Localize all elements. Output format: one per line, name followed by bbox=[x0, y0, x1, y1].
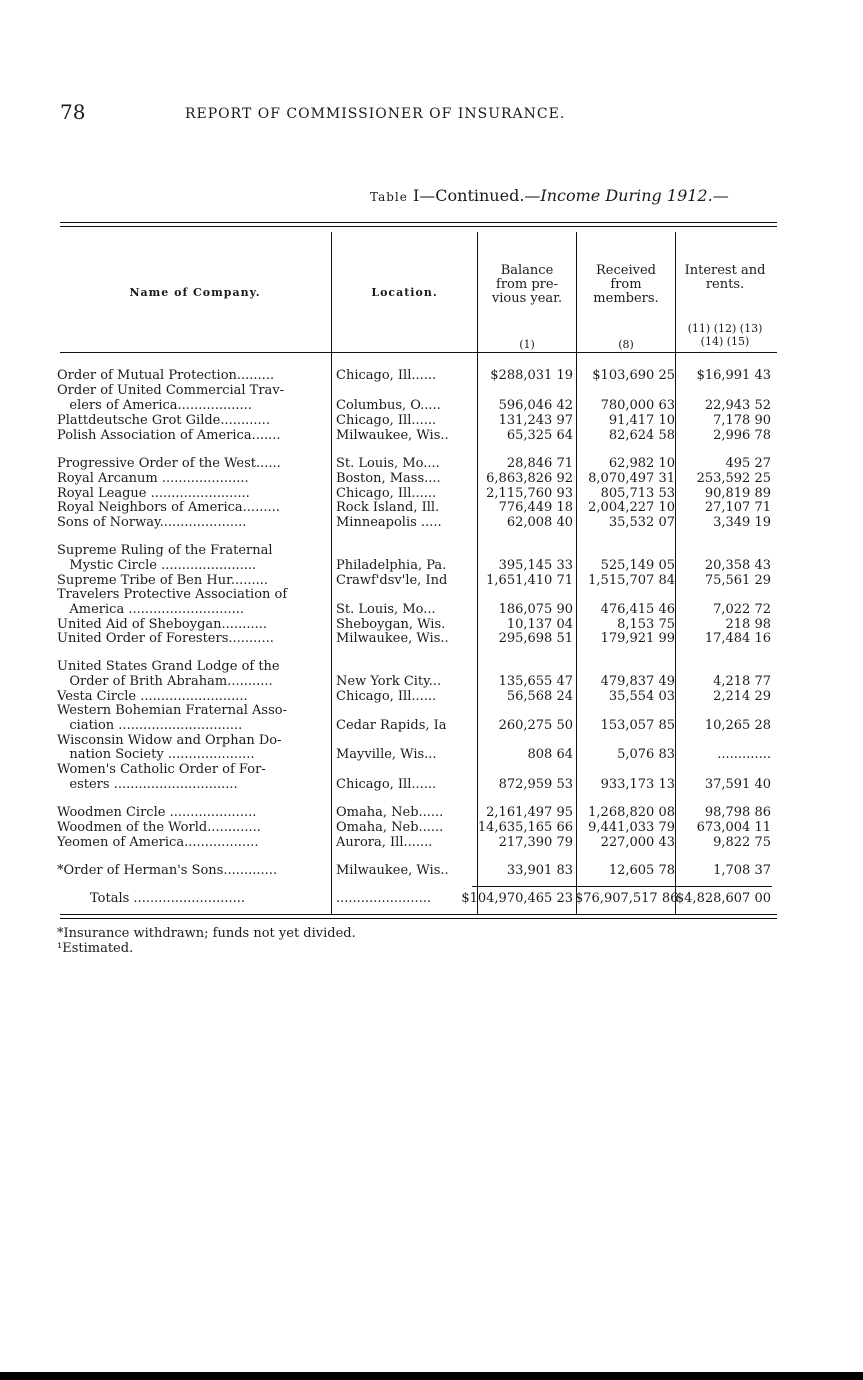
company-name-cell: Women's Catholic Order of For- bbox=[57, 763, 266, 777]
header-interest-numbers bbox=[676, 322, 774, 348]
table-row bbox=[0, 660, 863, 674]
balance-cell: 808 64 bbox=[527, 747, 573, 762]
bottom-rule-2 bbox=[60, 918, 777, 919]
header-balance-line1: Balance bbox=[500, 263, 554, 278]
received-cell: 5,076 83 bbox=[617, 747, 675, 762]
company-name-cell: United Order of Foresters........... bbox=[57, 632, 274, 646]
table-row bbox=[0, 487, 863, 501]
header-interest bbox=[676, 264, 774, 292]
totals-top-rule bbox=[472, 886, 772, 887]
received-cell: 1,515,707 84 bbox=[588, 573, 675, 588]
page-number: 78 bbox=[60, 100, 86, 124]
header-interest-line1: Interest and bbox=[684, 263, 766, 278]
company-name-cell: Royal League ........................ bbox=[57, 487, 250, 501]
company-name-cell: nation Society ..................... bbox=[57, 748, 255, 762]
table-title-italic: Income During 1912.— bbox=[540, 186, 729, 205]
table-row bbox=[0, 501, 863, 515]
table-row bbox=[0, 429, 863, 443]
balance-cell: 62,008 40 bbox=[506, 515, 573, 530]
header-location: Location. bbox=[371, 286, 438, 299]
interest-cell: 37,591 40 bbox=[704, 777, 771, 792]
location-cell: Milwaukee, Wis.. bbox=[336, 632, 449, 646]
received-cell: 476,415 46 bbox=[600, 602, 675, 617]
balance-cell: 10,137 04 bbox=[506, 617, 573, 632]
balance-cell: 33,901 83 bbox=[506, 863, 573, 878]
location-cell: Philadelphia, Pa. bbox=[336, 559, 447, 573]
company-name-cell: Order of United Commercial Trav- bbox=[57, 384, 285, 398]
location-cell: Sheboygan, Wis. bbox=[336, 618, 446, 632]
balance-cell: 295,698 51 bbox=[498, 631, 573, 646]
balance-cell: 2,115,760 93 bbox=[486, 486, 573, 501]
totals-interest: $4,828,607 00 bbox=[675, 891, 771, 906]
interest-cell: 75,561 29 bbox=[704, 573, 771, 588]
header-interest-number-line1: (11) (12) (13) bbox=[687, 322, 763, 335]
received-cell: 933,173 13 bbox=[600, 777, 675, 792]
balance-cell: 776,449 18 bbox=[498, 500, 573, 515]
table-row bbox=[0, 806, 863, 820]
table-row bbox=[0, 384, 863, 398]
received-cell: 8,070,497 31 bbox=[588, 471, 675, 486]
company-name-cell: Western Bohemian Fraternal Asso- bbox=[57, 704, 287, 718]
company-name-cell: Woodmen Circle ..................... bbox=[57, 806, 257, 820]
company-name-cell: Royal Arcanum ..................... bbox=[57, 472, 249, 486]
interest-cell: 22,943 52 bbox=[704, 398, 771, 413]
received-cell: 91,417 10 bbox=[608, 413, 675, 428]
header-received-line1: Received bbox=[596, 263, 656, 278]
totals-label: Totals ........................... bbox=[90, 892, 245, 906]
header-balance-line3: vious year. bbox=[491, 291, 563, 306]
balance-cell: 1,651,410 71 bbox=[486, 573, 573, 588]
balance-cell: 186,075 90 bbox=[498, 602, 573, 617]
company-name-cell: Yeomen of America.................. bbox=[57, 836, 259, 850]
received-cell: 12,605 78 bbox=[608, 863, 675, 878]
table-row bbox=[0, 836, 863, 850]
interest-cell: ............. bbox=[717, 747, 771, 762]
table-row bbox=[0, 603, 863, 617]
totals-balance: $104,970,465 23 bbox=[461, 891, 573, 906]
interest-cell: $16,991 43 bbox=[696, 368, 771, 383]
interest-cell: 3,349 19 bbox=[713, 515, 771, 530]
received-cell: 479,837 49 bbox=[600, 674, 675, 689]
scan-bottom-edge bbox=[0, 1372, 863, 1380]
header-balance-number: (1) bbox=[519, 338, 535, 351]
balance-cell: 28,846 71 bbox=[506, 456, 573, 471]
table-row bbox=[0, 544, 863, 558]
table-title-prefix: Table bbox=[370, 190, 408, 204]
balance-cell: 131,243 97 bbox=[498, 413, 573, 428]
location-cell: Chicago, Ill...... bbox=[336, 487, 437, 501]
interest-cell: 9,822 75 bbox=[713, 835, 771, 850]
received-cell: 227,000 43 bbox=[600, 835, 675, 850]
header-interest-number-line2: (14) (15) bbox=[700, 335, 750, 348]
balance-cell: 56,568 24 bbox=[506, 689, 573, 704]
location-cell: Omaha, Neb...... bbox=[336, 821, 444, 835]
bottom-rule-1 bbox=[60, 914, 777, 915]
company-name-cell: esters .............................. bbox=[57, 778, 238, 792]
header-interest-line2: rents. bbox=[705, 277, 745, 292]
header-received-line2: from bbox=[610, 277, 642, 292]
received-cell: 805,713 53 bbox=[600, 486, 675, 501]
table-row bbox=[0, 574, 863, 588]
balance-cell: 65,325 64 bbox=[506, 428, 573, 443]
location-cell: Mayville, Wis... bbox=[336, 748, 437, 762]
table-row bbox=[0, 675, 863, 689]
balance-cell: 135,655 47 bbox=[498, 674, 573, 689]
company-name-cell: Plattdeutsche Grot Gilde............ bbox=[57, 414, 270, 428]
company-name-cell: Supreme Tribe of Ben Hur......... bbox=[57, 574, 269, 588]
table-title bbox=[370, 186, 729, 205]
received-cell: 2,004,227 10 bbox=[588, 500, 675, 515]
balance-cell: 14,635,165 66 bbox=[477, 820, 573, 835]
location-cell: Aurora, Ill....... bbox=[336, 836, 433, 850]
location-cell: Chicago, Ill...... bbox=[336, 778, 437, 792]
location-cell: Chicago, Ill...... bbox=[336, 369, 437, 383]
company-name-cell: *Order of Herman's Sons............. bbox=[57, 864, 278, 878]
received-cell: 525,149 05 bbox=[600, 558, 675, 573]
interest-cell: 673,004 11 bbox=[696, 820, 771, 835]
received-cell: 35,554 03 bbox=[608, 689, 675, 704]
table-row bbox=[0, 457, 863, 471]
table-row bbox=[0, 632, 863, 646]
company-name-cell: Vesta Circle .......................... bbox=[57, 690, 248, 704]
company-name-cell: Royal Neighbors of America......... bbox=[57, 501, 280, 515]
balance-cell: 596,046 42 bbox=[498, 398, 573, 413]
interest-cell: 4,218 77 bbox=[713, 674, 771, 689]
location-cell: Minneapolis ..... bbox=[336, 516, 442, 530]
header-received bbox=[577, 264, 675, 306]
table-row bbox=[0, 588, 863, 602]
interest-cell: 253,592 25 bbox=[696, 471, 771, 486]
running-head: REPORT OF COMMISSIONER OF INSURANCE. bbox=[185, 106, 566, 122]
interest-cell: 7,178 90 bbox=[713, 413, 771, 428]
location-cell: Columbus, O..... bbox=[336, 399, 441, 413]
header-received-line3: members. bbox=[593, 291, 659, 306]
location-cell: Omaha, Neb...... bbox=[336, 806, 444, 820]
company-name-cell: Order of Brith Abraham........... bbox=[57, 675, 273, 689]
totals-row bbox=[0, 892, 863, 906]
totals-location: ....................... bbox=[336, 892, 432, 906]
balance-cell: 260,275 50 bbox=[498, 718, 573, 733]
top-rule-2 bbox=[60, 226, 777, 227]
interest-cell: 2,214 29 bbox=[713, 689, 771, 704]
company-name-cell: America ............................ bbox=[57, 603, 245, 617]
header-balance-line2: from pre- bbox=[496, 277, 558, 292]
location-cell: Boston, Mass.... bbox=[336, 472, 441, 486]
interest-cell: 218 98 bbox=[725, 617, 771, 632]
received-cell: 62,982 10 bbox=[608, 456, 675, 471]
table-row bbox=[0, 399, 863, 413]
company-name-cell: Supreme Ruling of the Fraternal bbox=[57, 544, 273, 558]
location-cell: Milwaukee, Wis.. bbox=[336, 864, 449, 878]
table-row bbox=[0, 472, 863, 486]
table-row bbox=[0, 414, 863, 428]
received-cell: 179,921 99 bbox=[600, 631, 675, 646]
interest-cell: 1,708 37 bbox=[713, 863, 771, 878]
interest-cell: 7,022 72 bbox=[713, 602, 771, 617]
location-cell: New York City... bbox=[336, 675, 442, 689]
footnote-2: ¹Estimated. bbox=[57, 941, 134, 956]
balance-cell: 217,390 79 bbox=[498, 835, 573, 850]
company-name-cell: elers of America.................. bbox=[57, 399, 252, 413]
top-rule-1 bbox=[60, 222, 777, 223]
location-cell: Cedar Rapids, Ia bbox=[336, 719, 447, 733]
totals-received: $76,907,517 86 bbox=[575, 891, 679, 906]
location-cell: Milwaukee, Wis.. bbox=[336, 429, 449, 443]
table-row bbox=[0, 763, 863, 777]
table-row bbox=[0, 369, 863, 383]
table-row bbox=[0, 734, 863, 748]
interest-cell: 17,484 16 bbox=[704, 631, 771, 646]
company-name-cell: Mystic Circle ....................... bbox=[57, 559, 257, 573]
table-row bbox=[0, 864, 863, 878]
interest-cell: 90,819 89 bbox=[704, 486, 771, 501]
balance-cell: 872,959 53 bbox=[498, 777, 573, 792]
company-name-cell: Travelers Protective Association of bbox=[57, 588, 288, 602]
interest-cell: 495 27 bbox=[725, 456, 771, 471]
table-row bbox=[0, 516, 863, 530]
header-bottom-rule bbox=[60, 352, 777, 353]
interest-cell: 27,107 71 bbox=[704, 500, 771, 515]
table-row bbox=[0, 690, 863, 704]
company-name-cell: United States Grand Lodge of the bbox=[57, 660, 280, 674]
interest-cell: 10,265 28 bbox=[704, 718, 771, 733]
received-cell: $103,690 25 bbox=[592, 368, 675, 383]
table-row bbox=[0, 719, 863, 733]
received-cell: 153,057 85 bbox=[600, 718, 675, 733]
company-name-cell: Order of Mutual Protection......... bbox=[57, 369, 275, 383]
interest-cell: 98,798 86 bbox=[704, 805, 771, 820]
company-name-cell: Wisconsin Widow and Orphan Do- bbox=[57, 734, 282, 748]
received-cell: 8,153 75 bbox=[617, 617, 675, 632]
interest-cell: 2,996 78 bbox=[713, 428, 771, 443]
header-balance bbox=[478, 264, 576, 306]
company-name-cell: ciation .............................. bbox=[57, 719, 243, 733]
company-name-cell: Sons of Norway..................... bbox=[57, 516, 247, 530]
footnote-1: *Insurance withdrawn; funds not yet divided. bbox=[57, 926, 356, 941]
location-cell: Crawf'dsv'le, Ind bbox=[336, 574, 448, 588]
table-row bbox=[0, 559, 863, 573]
table-row bbox=[0, 704, 863, 718]
table-row bbox=[0, 778, 863, 792]
company-name-cell: Polish Association of America....... bbox=[57, 429, 281, 443]
company-name-cell: Progressive Order of the West...... bbox=[57, 457, 281, 471]
table-row bbox=[0, 618, 863, 632]
received-cell: 35,532 07 bbox=[608, 515, 675, 530]
table-row bbox=[0, 748, 863, 762]
received-cell: 9,441,033 79 bbox=[588, 820, 675, 835]
received-cell: 780,000 63 bbox=[600, 398, 675, 413]
balance-cell: 6,863,826 92 bbox=[486, 471, 573, 486]
header-name: Name of Company. bbox=[129, 286, 261, 299]
location-cell: Chicago, Ill...... bbox=[336, 414, 437, 428]
interest-cell: 20,358 43 bbox=[704, 558, 771, 573]
received-cell: 82,624 58 bbox=[608, 428, 675, 443]
location-cell: Rock Island, Ill. bbox=[336, 501, 440, 515]
received-cell: 1,268,820 08 bbox=[588, 805, 675, 820]
company-name-cell: Woodmen of the World............. bbox=[57, 821, 261, 835]
header-received-number: (8) bbox=[618, 338, 634, 351]
table-title-main: I—Continued.— bbox=[407, 186, 541, 205]
table-row bbox=[0, 821, 863, 835]
location-cell: Chicago, Ill...... bbox=[336, 690, 437, 704]
balance-cell: 395,145 33 bbox=[498, 558, 573, 573]
company-name-cell: United Aid of Sheboygan........... bbox=[57, 618, 267, 632]
balance-cell: 2,161,497 95 bbox=[486, 805, 573, 820]
location-cell: St. Louis, Mo.... bbox=[336, 457, 440, 471]
balance-cell: $288,031 19 bbox=[490, 368, 573, 383]
location-cell: St. Louis, Mo... bbox=[336, 603, 436, 617]
